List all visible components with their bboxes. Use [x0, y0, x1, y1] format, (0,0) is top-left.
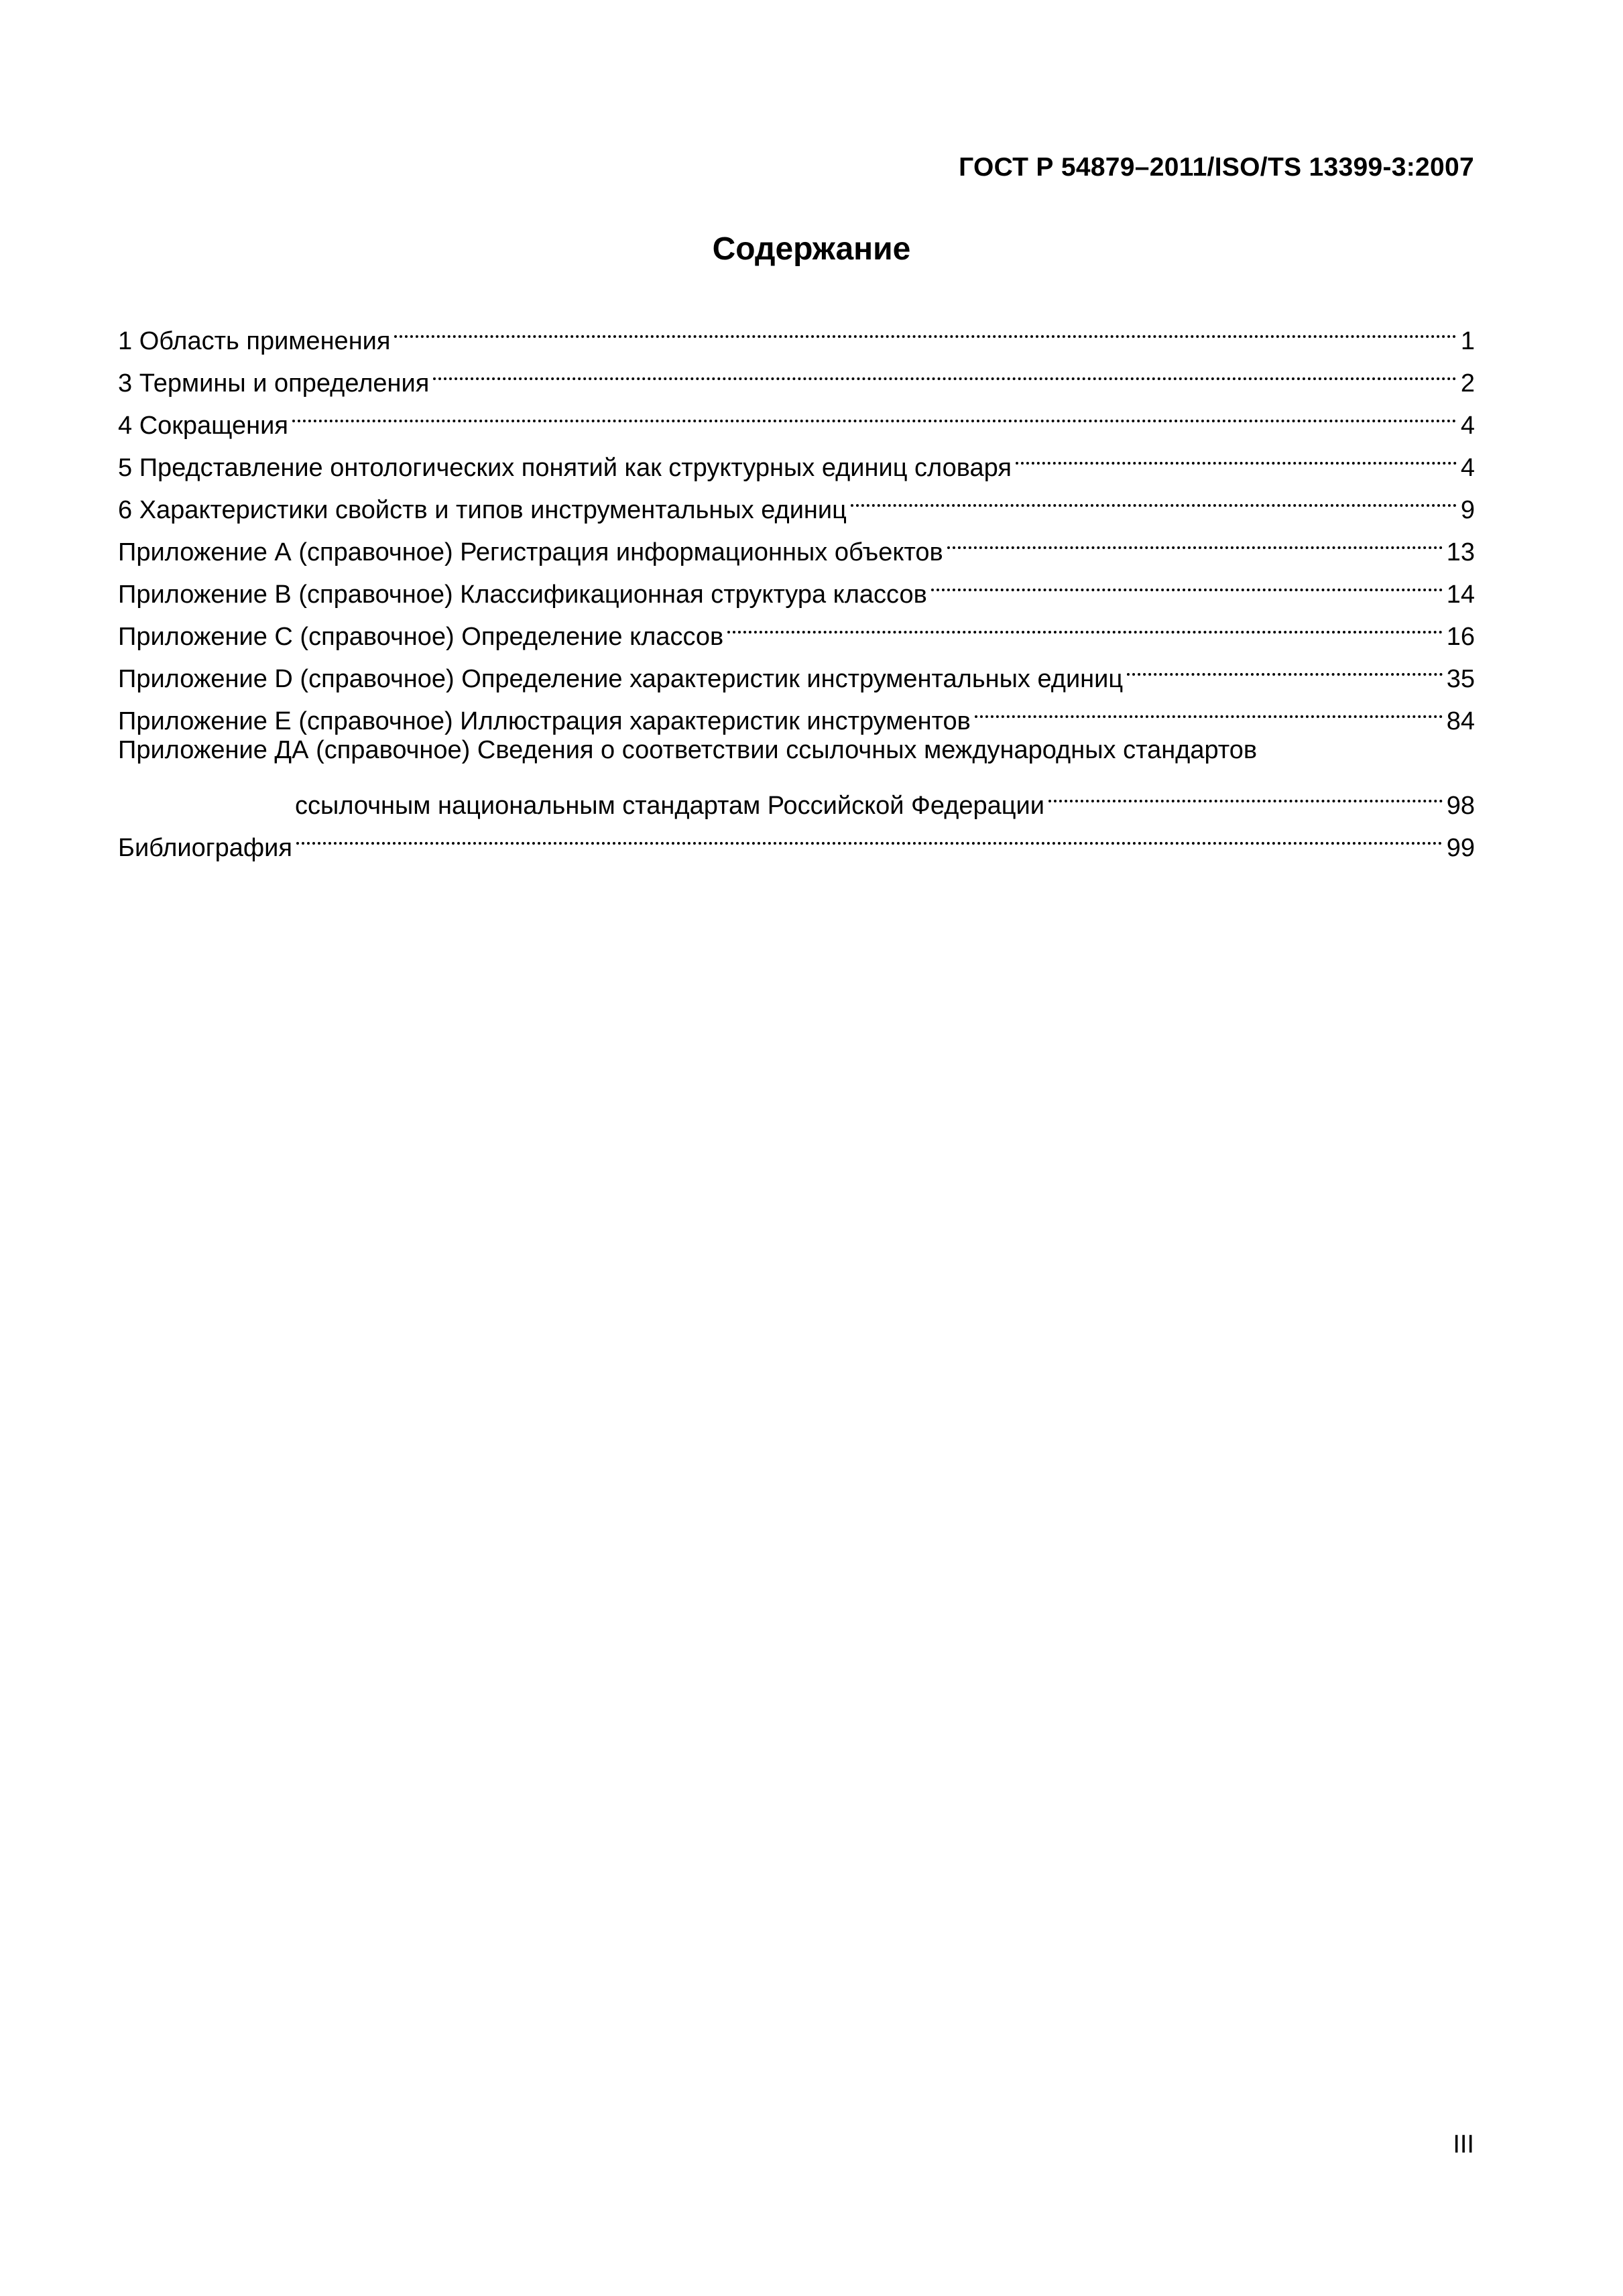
- toc-leader-dots: [1016, 434, 1457, 476]
- toc-entry-page: 1: [1460, 327, 1475, 355]
- toc-entry-text: 3 Термины и определения: [118, 369, 430, 398]
- toc-entry-text: Приложение В (справочное) Классификационная структура классов: [118, 581, 927, 609]
- toc-leader-dots: [727, 603, 1443, 645]
- toc-entry-page: 14: [1446, 581, 1475, 609]
- toc-entry[interactable]: [118, 434, 1475, 482]
- toc-entry-continuation[interactable]: [118, 772, 1475, 820]
- toc-entry-page: 4: [1460, 412, 1475, 440]
- toc-entry[interactable]: [118, 391, 1475, 440]
- toc-entry-text: Приложение С (справочное) Определение классов: [118, 623, 724, 651]
- toc-leader-dots: [433, 349, 1457, 391]
- toc-entry[interactable]: [118, 814, 1475, 862]
- toc-leader-dots: [292, 391, 1457, 434]
- toc-entry[interactable]: [118, 307, 1475, 355]
- toc-entry-page: 4: [1460, 454, 1475, 482]
- toc-entry-page: 98: [1446, 792, 1475, 820]
- toc-entry-text: Приложение Е (справочное) Иллюстрация характеристик инструментов: [118, 707, 971, 735]
- toc-leader-dots: [394, 307, 1456, 349]
- toc-entry[interactable]: [118, 729, 1475, 772]
- table-of-contents: [118, 307, 1475, 862]
- toc-entry-page: 35: [1446, 665, 1475, 693]
- toc-entry-page: 2: [1460, 369, 1475, 398]
- toc-entry-page: 9: [1460, 496, 1475, 524]
- toc-entry-text: Приложение D (справочное) Определение характеристик инструментальных единиц: [118, 665, 1124, 693]
- document-code: ГОСТ Р 54879–2011/ISO/TS 13399-3:2007: [959, 153, 1474, 182]
- toc-leader-dots: [851, 476, 1457, 518]
- toc-leader-dots: [931, 560, 1443, 603]
- toc-entry-text: 5 Представление онтологических понятий как структурных единиц словаря: [118, 454, 1012, 482]
- toc-leader-dots: [947, 518, 1443, 560]
- toc-leader-dots: [296, 814, 1443, 856]
- toc-entry-page: 84: [1446, 707, 1475, 735]
- toc-entry-text: Приложение ДА (справочное) Сведения о соответствии ссылочных международных стандартов: [118, 736, 1258, 764]
- toc-leader-dots: [1048, 772, 1443, 814]
- toc-entry-text: 1 Область применения: [118, 327, 391, 355]
- toc-entry-page: 13: [1446, 538, 1475, 566]
- toc-leader-dots: [975, 687, 1443, 729]
- toc-entry-page: 16: [1446, 623, 1475, 651]
- toc-entry-text: Приложение А (справочное) Регистрация информационных объектов: [118, 538, 943, 566]
- toc-entry-text: ссылочным национальным стандартам Российской Федерации: [295, 792, 1045, 820]
- toc-entry-text: 4 Сокращения: [118, 412, 288, 440]
- toc-title: Содержание: [712, 231, 911, 267]
- page-number: III: [1453, 2130, 1474, 2159]
- toc-entry-text: Библиография: [118, 834, 292, 862]
- toc-entry-text: 6 Характеристики свойств и типов инструментальных единиц: [118, 496, 847, 524]
- toc-entry-page: 99: [1446, 834, 1475, 862]
- toc-leader-dots: [1127, 645, 1443, 687]
